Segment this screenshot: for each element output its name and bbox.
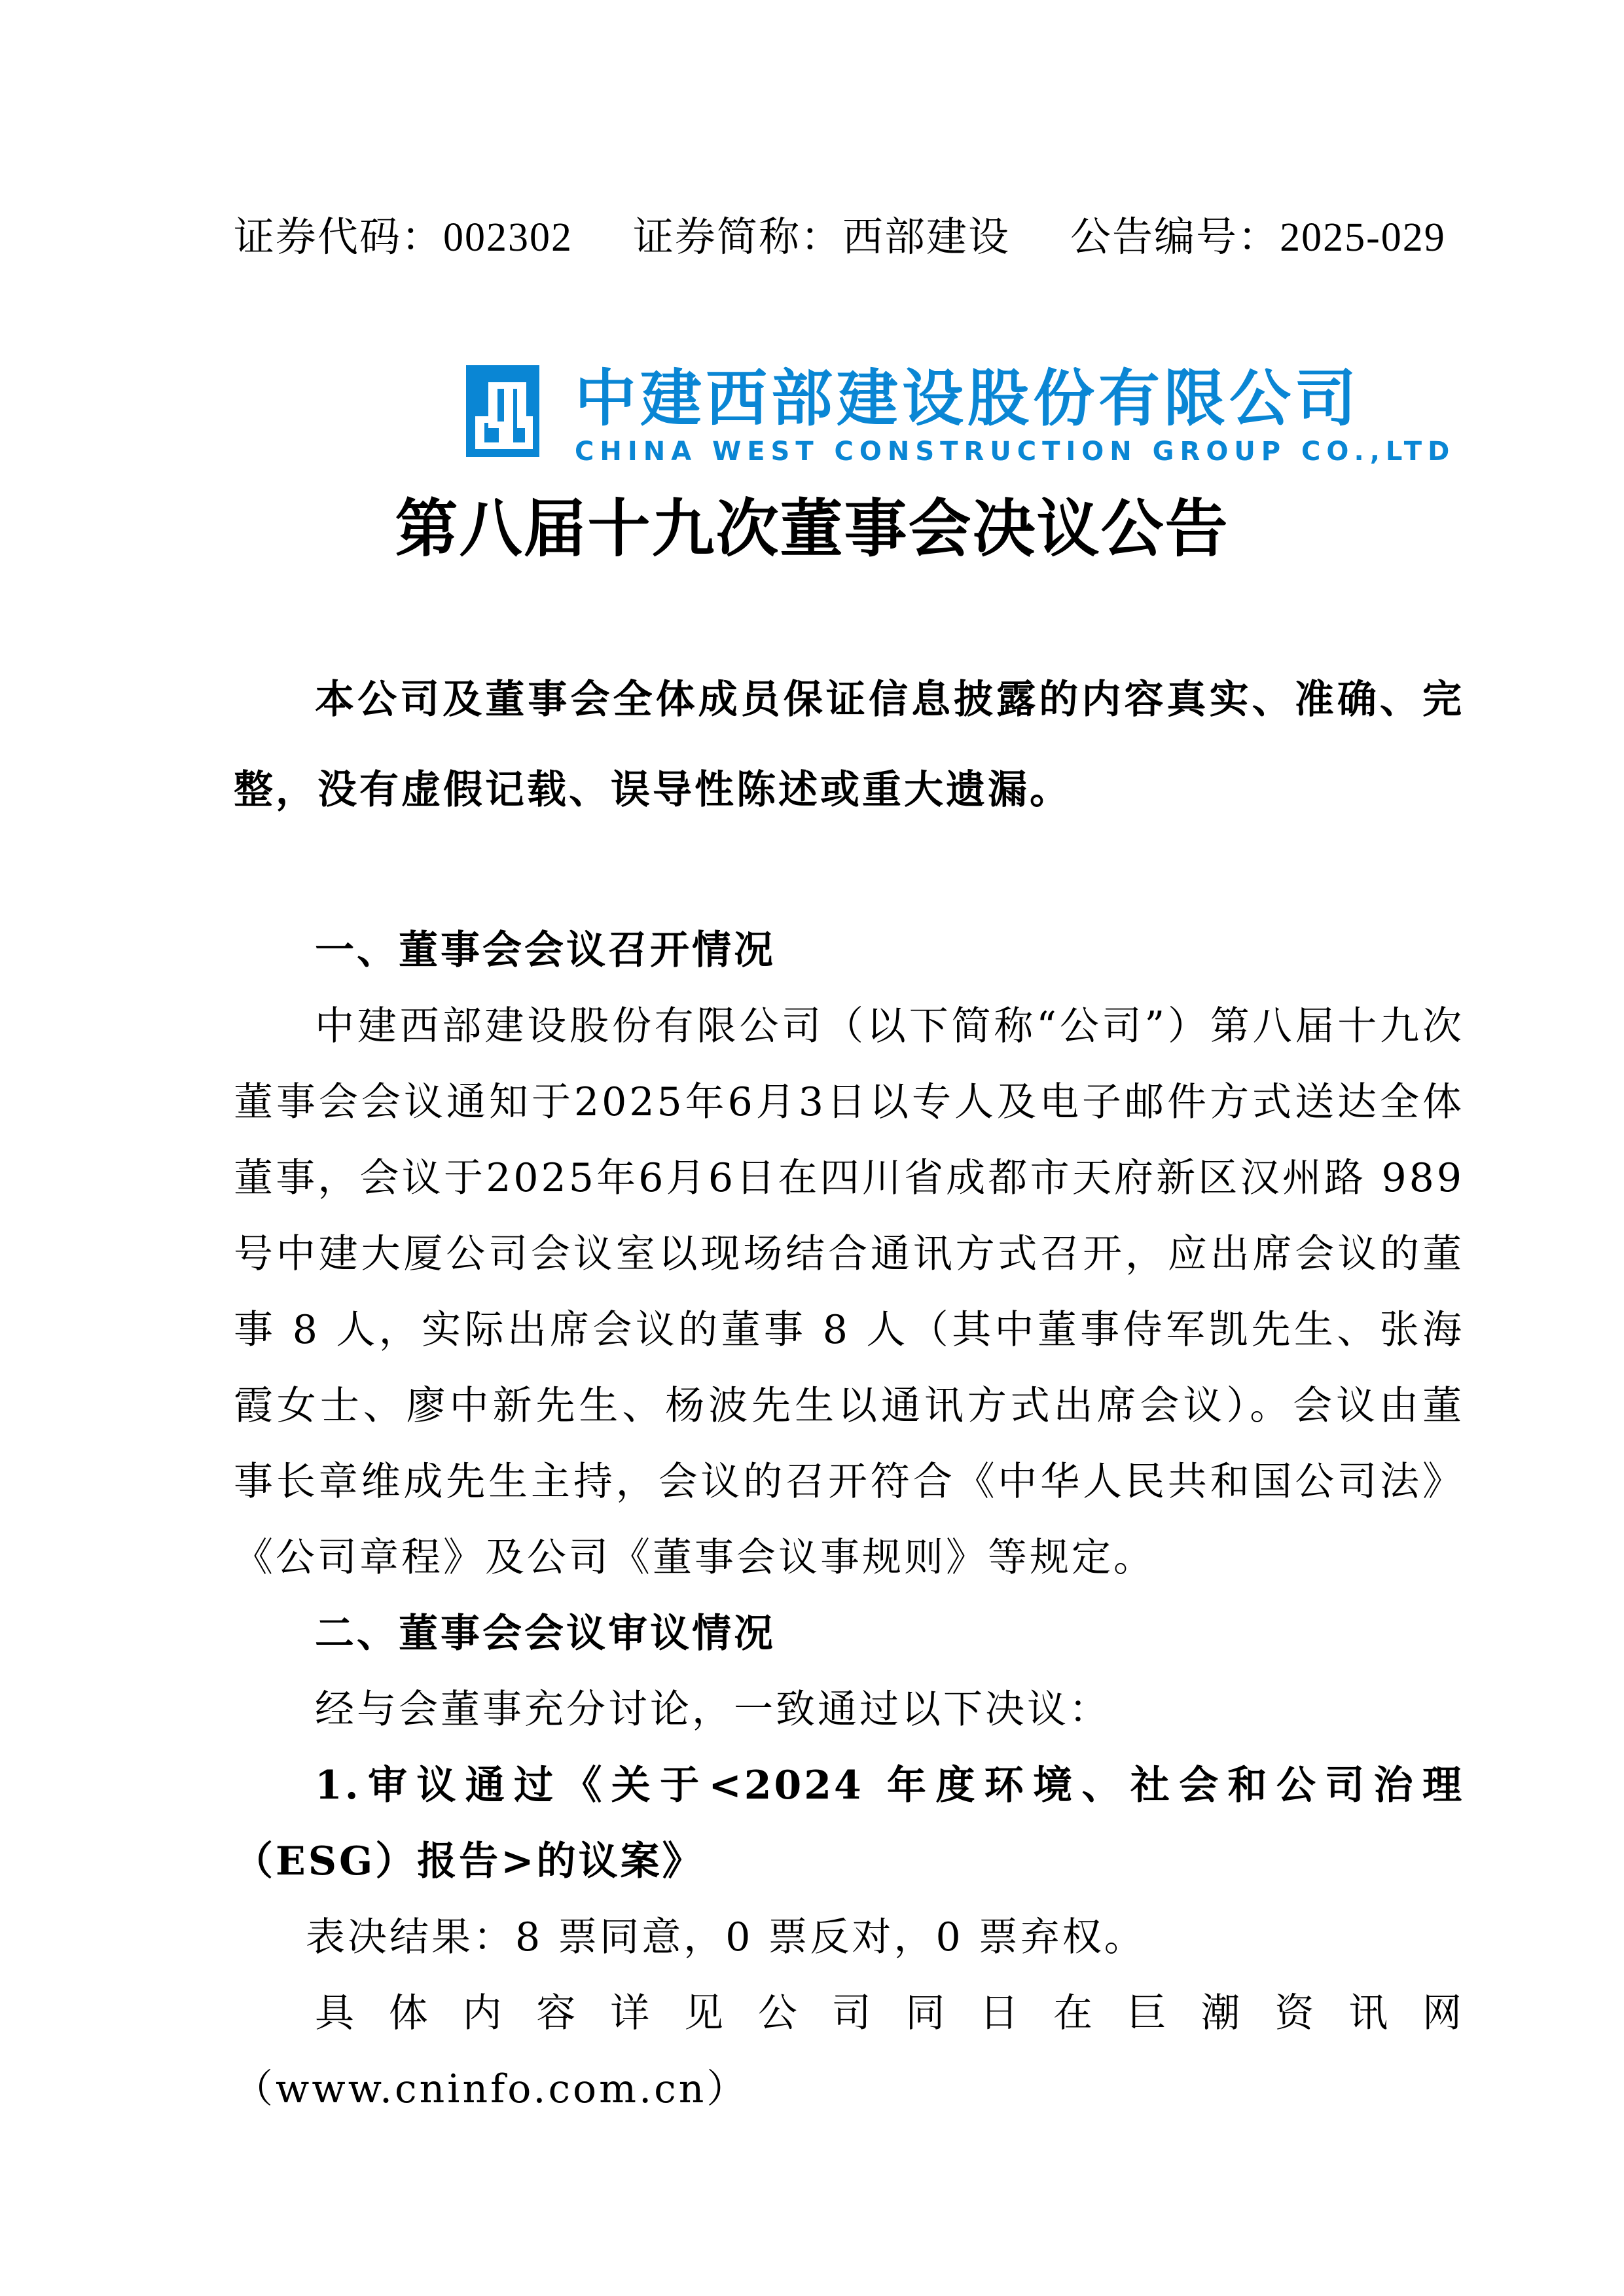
section-2-heading: 二、董事会会议审议情况 <box>315 1611 776 1657</box>
resolution-1-title: 1.审议通过《关于<2024 年度环境、社会和公司治理（ESG）报告>的议案》 <box>234 1763 1464 1884</box>
security-abbr-value: 西部建设 <box>842 215 1011 260</box>
document-title: 第八届十九次董事会决议公告 <box>395 492 1229 565</box>
company-logo <box>466 363 1456 467</box>
section-1-heading: 一、董事会会议召开情况 <box>315 927 776 973</box>
company-name-en: CHINA WEST CONSTRUCTION GROUP CO.,LTD <box>575 437 1456 467</box>
resolution-1-detail: 具体内容详见公司同日在巨潮资讯网（www.cninfo.com.cn） <box>234 1990 1464 2112</box>
notice-number-label: 公告编号： <box>1070 215 1280 260</box>
section-1-body: 中建西部建设股份有限公司（以下简称“公司”）第八届十九次董事会会议通知于2025年6月3日以专人及电子邮件方式送达全体董事，会议于2025年6月6日在四川省成都市天府新区汉州路 989 号中建大厦公司会议室以现场结合通讯方式召开，应出席会议的董事 8 人，实际出席会议的董事 8 人（其中董事侍军凯先生、张海霞女士、廖中新先生、杨波先生以通讯方式出席会议）。会议由董事长章维成先生主持，会议的召开符合《中华人民共和国公司法》《公司章程》及公司《董事会议事规则》等规定。 <box>234 1003 1464 1581</box>
security-code-value: 002302 <box>443 215 573 260</box>
section-2-intro: 经与会董事充分讨论，一致通过以下决议： <box>315 1687 1111 1732</box>
document-body <box>234 655 1464 2127</box>
notice-number-value: 2025-029 <box>1280 215 1446 260</box>
cscec-logo-icon <box>466 365 539 457</box>
announcement-header <box>234 208 1464 267</box>
security-abbr-label: 证券简称： <box>633 215 843 260</box>
resolution-1-vote-result: 表决结果：8 票同意，0 票反对，0 票弃权。 <box>306 1914 1146 1960</box>
disclaimer-paragraph: 本公司及董事会全体成员保证信息披露的内容真实、准确、完整，没有虚假记载、误导性陈述或重大遗漏。 <box>234 677 1464 813</box>
security-code-label: 证券代码： <box>234 215 444 260</box>
company-name-cn: 中建西部建设股份有限公司 <box>575 363 1361 435</box>
